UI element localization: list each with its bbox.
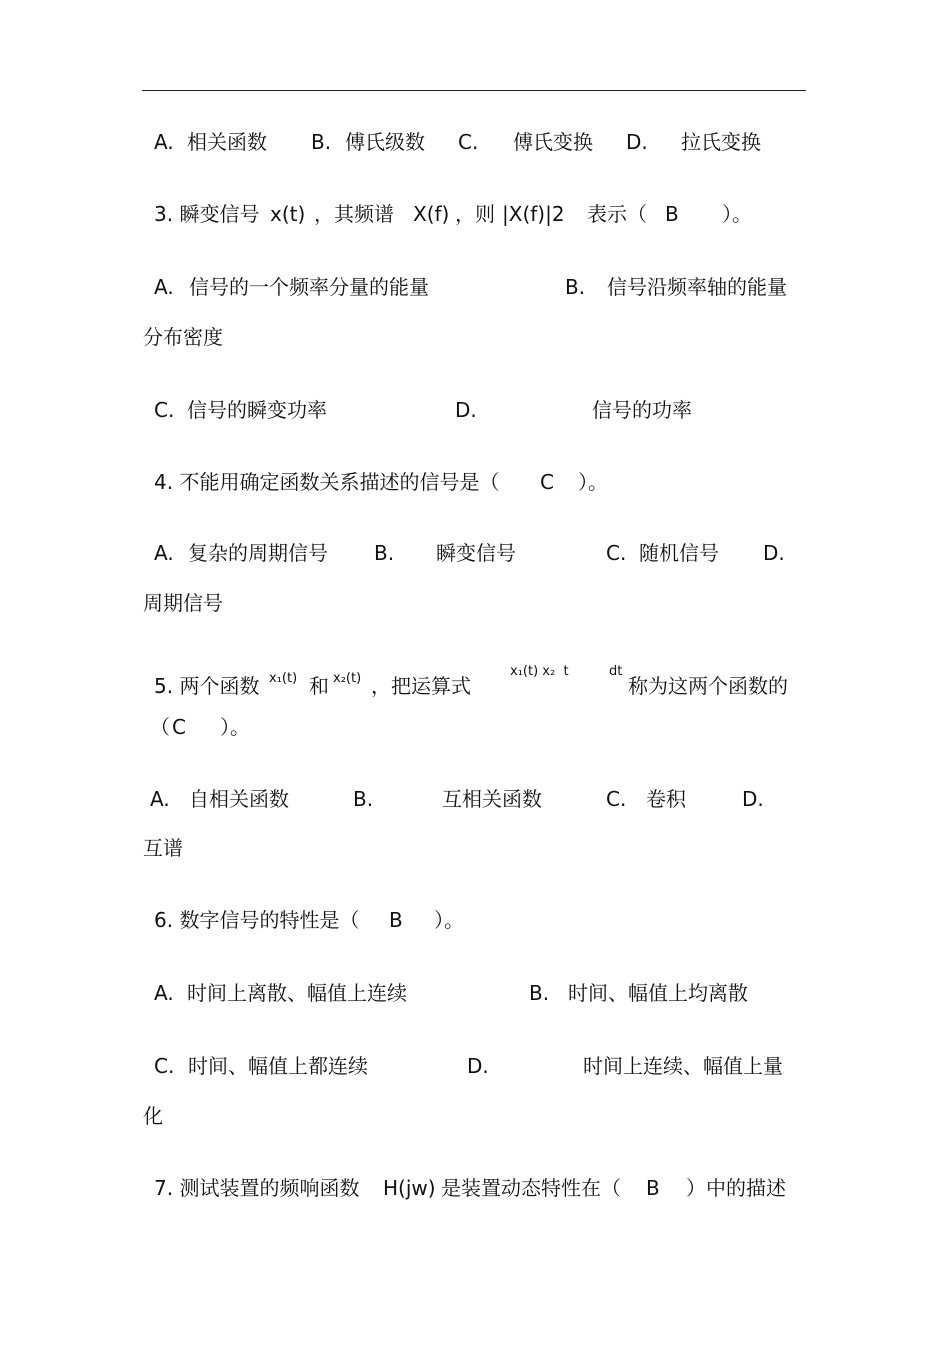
q6-option-d-text-cont: 化 bbox=[143, 1104, 163, 1128]
q5-option-a-text: 自相关函数 bbox=[189, 787, 289, 811]
q5-stem: 5. 两个函数 bbox=[154, 674, 260, 698]
q5-option-b-label: B. bbox=[353, 787, 374, 811]
q3-stem-2: ，其频谱 bbox=[314, 202, 394, 226]
q7-stem-3: ）中的描述 bbox=[686, 1176, 786, 1200]
q5-paren-close: ）。 bbox=[220, 715, 250, 739]
q4-stem-2: ）。 bbox=[578, 470, 608, 494]
q4-option-a-text: 复杂的周期信号 bbox=[188, 541, 328, 565]
q3-option-d-text: 信号的功率 bbox=[592, 398, 692, 422]
q6-answer: B bbox=[389, 908, 403, 932]
q6-option-c-text: 时间、幅值上都连续 bbox=[188, 1054, 368, 1078]
q3-answer: B bbox=[665, 202, 679, 226]
q3-magnitude: |X(f)|2 bbox=[502, 202, 565, 226]
q3-option-d-label: D. bbox=[455, 398, 477, 422]
q2-option-d-label: D. bbox=[626, 130, 648, 154]
q3-option-a-text: 信号的一个频率分量的能量 bbox=[189, 275, 429, 299]
q2-option-a-label: A. bbox=[154, 130, 174, 154]
q5-option-c-text: 卷积 bbox=[646, 787, 686, 811]
q5-stem-3: 称为这两个函数的 bbox=[628, 674, 788, 698]
q5-function-2: x₂(t) bbox=[333, 671, 362, 686]
q4-answer: C bbox=[540, 470, 554, 494]
q3-option-b-text: 信号沿频率轴的能量 bbox=[607, 275, 787, 299]
q5-dt: dt bbox=[609, 664, 623, 679]
q5-option-d-label: D. bbox=[742, 787, 764, 811]
q4-option-d-label: D. bbox=[763, 541, 785, 565]
q3-option-c-text: 信号的瞬变功率 bbox=[187, 398, 327, 422]
q3-stem-5: ）。 bbox=[722, 202, 752, 226]
q6-option-c-label: C. bbox=[154, 1054, 175, 1078]
q7-answer: B bbox=[646, 1176, 660, 1200]
q2-option-c-label: C. bbox=[458, 130, 479, 154]
q6-stem: 6. 数字信号的特性是（ bbox=[154, 908, 360, 932]
q3-signal: x(t) bbox=[270, 202, 306, 226]
q6-option-a-label: A. bbox=[154, 981, 174, 1005]
q2-option-c-text: 傅氏变换 bbox=[513, 130, 593, 154]
q5-conjunction: 和 bbox=[309, 674, 329, 698]
q5-option-a-label: A. bbox=[150, 787, 170, 811]
q2-option-a-text: 相关函数 bbox=[187, 130, 267, 154]
q4-option-b-text: 瞬变信号 bbox=[436, 541, 516, 565]
q5-paren-open: （ bbox=[150, 715, 170, 739]
q4-option-a-label: A. bbox=[154, 541, 174, 565]
q6-option-b-label: B. bbox=[529, 981, 550, 1005]
q7-stem-2: 是装置动态特性在（ bbox=[441, 1176, 621, 1200]
q5-option-c-label: C. bbox=[606, 787, 627, 811]
q2-option-b-text: 傅氏级数 bbox=[345, 130, 425, 154]
q7-function: H(jw) bbox=[383, 1176, 436, 1200]
q4-option-d-text: 周期信号 bbox=[143, 591, 223, 615]
q6-option-a-text: 时间上离散、幅值上连续 bbox=[187, 981, 407, 1005]
q5-option-d-text: 互谱 bbox=[143, 836, 183, 860]
q4-option-c-label: C. bbox=[606, 541, 627, 565]
q7-stem: 7. 测试装置的频响函数 bbox=[154, 1176, 360, 1200]
q5-function-1: x₁(t) bbox=[269, 671, 298, 686]
q6-option-d-label: D. bbox=[467, 1054, 489, 1078]
q3-stem-4: 表示（ bbox=[587, 202, 647, 226]
q3-spectrum: X(f) bbox=[413, 202, 450, 226]
q5-option-b-text: 互相关函数 bbox=[442, 787, 542, 811]
q5-stem-2: ，把运算式 bbox=[371, 674, 471, 698]
q6-option-d-text: 时间上连续、幅值上量 bbox=[583, 1054, 783, 1078]
q4-stem: 4. 不能用确定函数关系描述的信号是（ bbox=[154, 470, 500, 494]
q3-stem-3: ，则 bbox=[455, 202, 495, 226]
q3-option-b-label: B. bbox=[565, 275, 586, 299]
q2-option-d-text: 拉氏变换 bbox=[681, 130, 761, 154]
q4-option-c-text: 随机信号 bbox=[639, 541, 719, 565]
q6-option-b-text: 时间、幅值上均离散 bbox=[568, 981, 748, 1005]
q2-option-b-label: B. bbox=[311, 130, 332, 154]
header-rule bbox=[142, 90, 806, 91]
q5-integrand: x₁(t) x₂ t bbox=[510, 664, 569, 679]
q3-option-b-text-cont: 分布密度 bbox=[143, 325, 223, 349]
q6-stem-2: ）。 bbox=[434, 908, 464, 932]
q3-option-a-label: A. bbox=[154, 275, 174, 299]
q3-option-c-label: C. bbox=[154, 398, 175, 422]
q4-option-b-label: B. bbox=[374, 541, 395, 565]
q3-stem: 3. 瞬变信号 bbox=[154, 202, 260, 226]
q5-answer: C bbox=[172, 715, 186, 739]
